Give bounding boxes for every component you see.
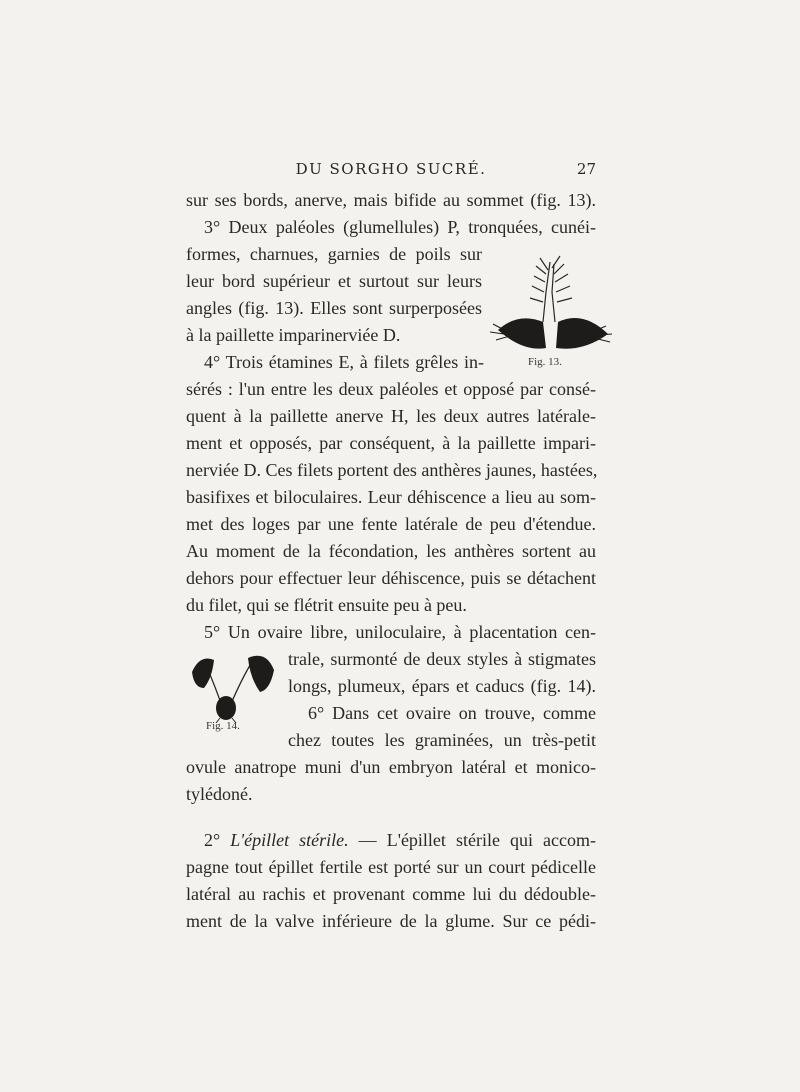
figure-13-caption: Fig. 13. (528, 356, 562, 368)
text-line: pagne tout épillet fertile est porté sur un court pédicelle (186, 857, 596, 877)
figure-13-drawing (488, 252, 613, 357)
text-line: ovule anatrope muni d'un embryon latéral et monico- (186, 757, 596, 777)
text-line: quent à la paillette anerve H, les deux autres latérale- (186, 406, 596, 426)
text-line: trale, surmonté de deux styles à stigmates (288, 649, 596, 669)
text-line: nerviée D. Ces filets portent des anthères jaunes, hastées, (186, 460, 598, 480)
text-line: du filet, qui se flétrit ensuite peu à peu. (186, 595, 467, 615)
text-line: leur bord supérieur et surtout sur leurs (186, 271, 482, 291)
text-line: 5° Un ovaire libre, uniloculaire, à placentation cen- (204, 622, 596, 642)
text-line: angles (fig. 13). Elles sont surperposées (186, 298, 482, 318)
text-line: Au moment de la fécondation, les anthères sortent au (186, 541, 596, 561)
text-line: basifixes et biloculaires. Leur déhiscence a lieu au som- (186, 487, 596, 507)
running-head (186, 160, 596, 184)
section-heading-line (204, 828, 596, 852)
running-title: DU SORGHO SUCRÉ. (295, 160, 487, 178)
text-line: formes, charnues, garnies de poils sur (186, 244, 482, 264)
text-line: 4° Trois étamines E, à filets grêles in- (204, 352, 484, 372)
text-line: latéral au rachis et provenant comme lui du dédouble- (186, 884, 596, 904)
figure-14-caption: Fig. 14. (206, 720, 240, 732)
page-number: 27 (576, 160, 596, 178)
section-number: 2° (204, 830, 221, 850)
section-title: L'épillet stérile. (230, 830, 349, 850)
text-line: sur ses bords, anerve, mais bifide au sommet (fig. 13). (186, 190, 596, 210)
text-line: à la paillette imparinerviée D. (186, 325, 401, 345)
text-line: 3° Deux paléoles (glumellules) P, tronquées, cunéi- (204, 217, 596, 237)
text-line: met des loges par une fente latérale de peu d'étendue. (186, 514, 596, 534)
text-line: ment et opposés, par conséquent, à la paillette impari- (186, 433, 596, 453)
figure-14 (186, 648, 278, 738)
text-line: longs, plumeux, épars et caducs (fig. 14). (288, 676, 596, 696)
text-line: sérés : l'un entre les deux paléoles et opposé par consé- (186, 379, 596, 399)
text-line: 6° Dans cet ovaire on trouve, comme (308, 703, 596, 723)
section-first-line: — L'épillet stérile qui accom- (348, 830, 596, 850)
text-line: dehors pour effectuer leur déhiscence, puis se détachent (186, 568, 596, 588)
figure-13 (488, 252, 613, 368)
text-line: ment de la valve inférieure de la glume. Sur ce pédi- (186, 911, 596, 931)
figure-14-drawing (186, 648, 278, 723)
text-line: chez toutes les graminées, un très-petit (288, 730, 596, 750)
text-line: tylédoné. (186, 784, 253, 804)
